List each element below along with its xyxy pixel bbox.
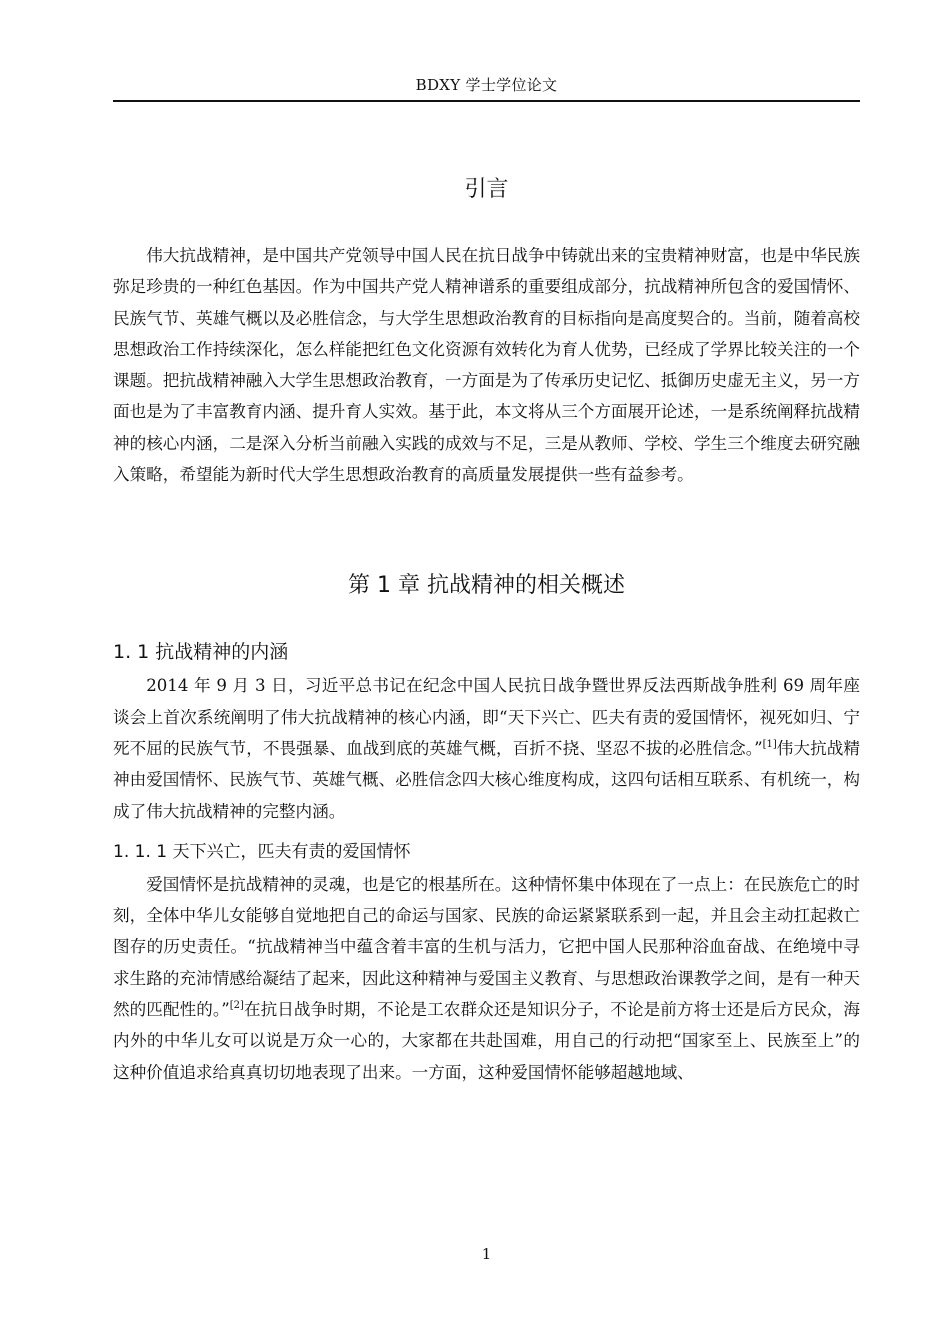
section-1-1-heading: 1. 1 抗战精神的内涵 (113, 641, 289, 664)
page-content (113, 170, 860, 1088)
intro-paragraph: 伟大抗战精神，是中国共产党领导中国人民在抗日战争中铸就出来的宝贵精神财富，也是中华民族弥足珍贵的一种红色基因。作为中国共产党人精神谱系的重要组成部分，抗战精神所包含的爱国情怀、民族气节、英雄气概以及必胜信念，与大学生思想政治教育的目标指向是高度契合的。当前，随着高校思想政治工作持续深化，怎么样能把红色文化资源有效转化为育人优势，已经成了学界比较关注的一个课题。把抗战精神融入大学生思想政治教育，一方面是为了传承历史记忆、抵御历史虚无主义，另一方面也是为了丰富教育内涵、提升育人实效。基于此，本文将从三个方面展开论述，一是系统阐释抗战精神的核心内涵，二是深入分析当前融入实践的成效与不足，三是从教师、学校、学生三个维度去研究融入策略，希望能为新时代大学生思想政治教育的高质量发展提供一些有益参考。 (113, 246, 860, 485)
running-header: BDXY 学士学位论文 (415, 76, 558, 94)
section-1-1-text-part-1: 2014 年 9 月 3 日，习近平总书记在纪念中国人民抗日战争暨世界反法西斯战争胜利 69 周年座谈会上首次系统阐明了伟大抗战精神的核心内涵，即“天下兴亡、匹夫有责的爱国情怀，视死如归、宁死不屈的民族气节，不畏强暴、血战到底的英雄气概，百折不挠、坚忍不拔的必胜信念。” (113, 676, 860, 758)
citation-ref-2: [2] (229, 1000, 244, 1012)
section-1-1-1-text-part-1: 爱国情怀是抗战精神的灵魂，也是它的根基所在。这种情怀集中体现在了一点上：在民族危亡的时刻，全体中华儿女能够自觉地把自己的命运与国家、民族的命运紧紧联系到一起，并且会主动扛起救亡图存的历史责任。“抗战精神当中蕴含着丰富的生机与活力，它把中国人民那种浴血奋战、在绝境中寻求生路的充沛情感给凝结了起来，因此这种精神与爱国主义教育、与思想政治课教学之间，是有一种天然的匹配性的。” (113, 874, 860, 1020)
section-1-1-1-paragraph (113, 869, 860, 1088)
citation-ref-1: [1] (762, 738, 777, 750)
intro-heading: 引言 (464, 177, 509, 202)
header-rule (113, 100, 860, 102)
chapter-1-heading: 第 1 章 抗战精神的相关概述 (348, 573, 625, 599)
section-1-1-text-part-2: 伟大抗战精神由爱国情怀、民族气节、英雄气概、必胜信念四大核心维度构成，这四句话相互联系、有机统一，构成了伟大抗战精神的完整内涵。 (113, 738, 861, 821)
section-1-1-1-text-part-2: 在抗日战争时期，不论是工农群众还是知识分子，不论是前方将士还是后方民众，海内外的中华儿女可以说是万众一心的，大家都在共赴国难，用自己的行动把“国家至上、民族至上”的这种价值追求给真真切切地表现了出来。一方面，这种爱国情怀能够超越地域、 (113, 1000, 861, 1082)
section-1-1-paragraph (113, 670, 860, 826)
section-1-1-1-heading: 1. 1. 1 天下兴亡，匹夫有责的爱国情怀 (113, 841, 411, 862)
page-number: 1 (481, 1245, 492, 1263)
